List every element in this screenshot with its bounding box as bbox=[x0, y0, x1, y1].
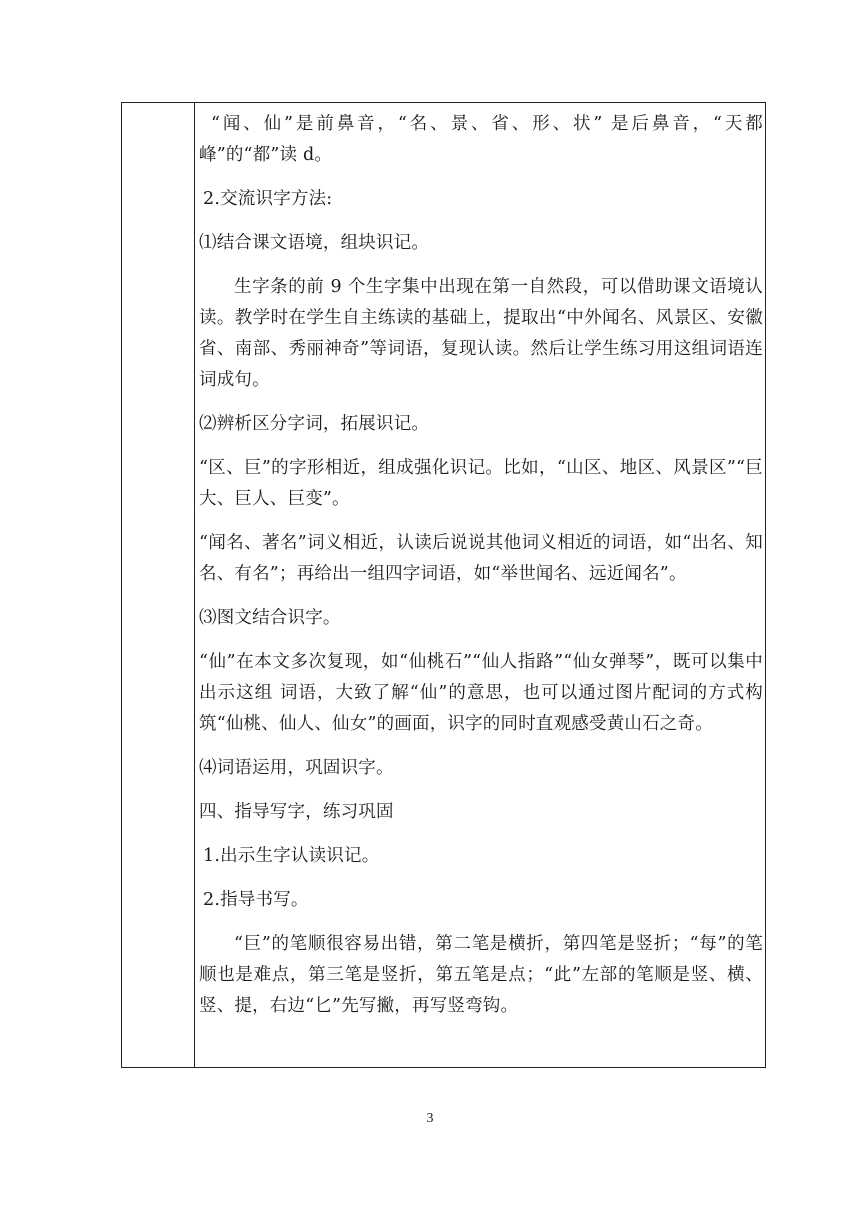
paragraph-method-2-body-b: “闻名、著名”词义相近，认读后说说其他词义相近的词语，如“出名、知名、有名”；再给出一组四字词语，如“举世闻名、远近闻名”。 bbox=[199, 533, 763, 584]
paragraph-heading-methods: 2.交流识字方法: bbox=[203, 189, 333, 209]
paragraph-method-2: ⑵辨析区分字词，拓展识记。 bbox=[199, 414, 430, 434]
paragraph-method-3-body: “仙”在本文多次复现，如“仙桃石”“仙人指路”“仙女弹琴”，既可以集中出示这组 词语，大致了解“仙”的意思，也可以通过图片配词的方式构筑“仙桃、仙人、仙女”的画面，识字的同时直观感受黄山石之奇。 bbox=[199, 652, 763, 734]
section-heading-writing: 四、指导写字，练习巩固 bbox=[199, 802, 394, 822]
column-divider bbox=[194, 103, 195, 1067]
paragraph-method-1-body: 生字条的前 9 个生字集中出现在第一自然段，可以借助课文语境认读。教学时在学生自主练读的基础上，提取出“中外闻名、风景区、安徽省、南部、秀丽神奇”等词语，复现认读。然后让学生练习用这组词语连词成句。 bbox=[199, 277, 763, 390]
paragraph-method-1: ⑴结合课文语境，组块识记。 bbox=[199, 233, 430, 253]
paragraph-pronunciation: “闻、仙”是前鼻音，“名、景、省、形、状” 是后鼻音，“天都峰”的“都”读 d。 bbox=[199, 114, 763, 165]
lesson-table bbox=[121, 102, 766, 1068]
paragraph-writing-2: 2.指导书写。 bbox=[203, 890, 309, 910]
paragraph-method-4: ⑷词语运用，巩固识字。 bbox=[199, 758, 394, 778]
paragraph-method-3: ⑶图文结合识字。 bbox=[199, 608, 341, 628]
paragraph-method-2-body-a: “区、巨”的字形相近，组成强化识记。比如，“山区、地区、风景区”“巨大、巨人、巨变”。 bbox=[199, 458, 763, 509]
paragraph-writing-body: “巨”的笔顺很容易出错，第二笔是横折，第四笔是竖折；“每”的笔顺也是难点，第三笔是竖折，第五笔是点；“此”左部的笔顺是竖、横、竖、提，右边“匕”先写撇，再写竖弯钩。 bbox=[199, 934, 763, 1016]
page-number: 3 bbox=[426, 1111, 434, 1126]
paragraph-writing-1: 1.出示生字认读识记。 bbox=[203, 846, 380, 866]
content-cell bbox=[199, 109, 763, 1022]
